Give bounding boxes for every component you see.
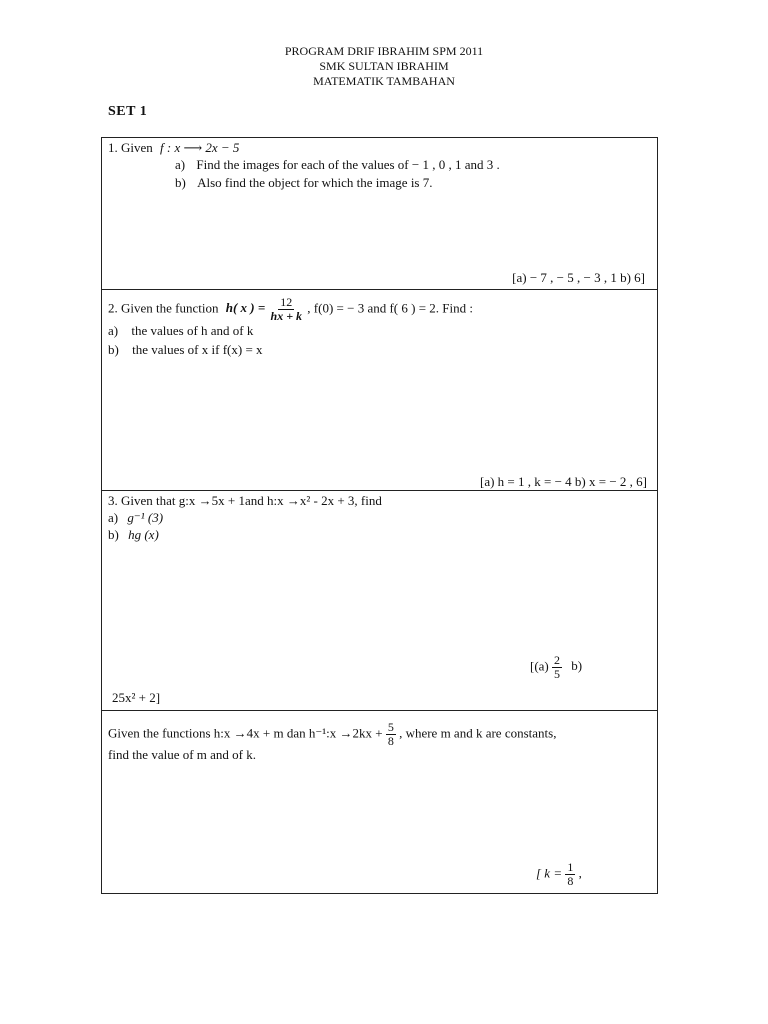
q3-b-label: b) <box>108 527 119 542</box>
q4-answer <box>536 861 582 888</box>
q1-a-label: a) <box>175 157 186 172</box>
q4-line-1-text: Given the functions h:x →4x + m dan h⁻¹:x →2kx + <box>108 725 383 741</box>
q1-intro <box>108 140 239 156</box>
q2-fraction-numerator: 12 <box>280 295 293 309</box>
q2-answer: [a) h = 1 , k = − 4 b) x = − 2 , 6] <box>480 474 647 489</box>
q2-function-lhs: h( x ) = <box>225 300 266 316</box>
q4-fraction-denominator: 8 <box>387 734 394 748</box>
q1-function: f : x ⟶ 2x − 5 <box>160 140 240 155</box>
q3-answer-numerator: 2 <box>554 653 561 667</box>
q3-answer-b: 25x² + 2] <box>112 690 161 705</box>
question-2-box <box>101 289 658 491</box>
q3-answer-prefix: [(a) <box>530 658 549 674</box>
q2-b-text: the values of x if f(x) = x <box>132 342 263 357</box>
q1-answer: [a) − 7 , − 5 , − 3 , 1 b) 6] <box>512 270 645 285</box>
q2-function-fraction <box>269 296 305 323</box>
header-line-1: PROGRAM DRIF IBRAHIM SPM 2011 <box>284 44 484 58</box>
q3-answer-fraction <box>552 654 562 681</box>
question-1-box <box>101 137 658 290</box>
q1-b-label: b) <box>175 175 186 190</box>
q4-answer-fraction <box>565 861 575 888</box>
q1-a-text: Find the images for each of the values of − 1 , 0 , 1 and 3 . <box>196 157 500 172</box>
header-line-3: MATEMATIK TAMBAHAN <box>313 74 455 88</box>
q3-a-text: g⁻¹ (3) <box>127 510 164 525</box>
header-line-2: SMK SULTAN IBRAHIM <box>319 59 449 73</box>
q4-answer-suffix: , <box>578 865 582 881</box>
q4-fraction <box>386 721 396 748</box>
q1-part-b <box>175 175 432 191</box>
q2-a-text: the values of h and of k <box>131 323 254 338</box>
q1-part-a <box>175 157 500 173</box>
q3-part-a <box>108 510 163 526</box>
q3-a-label: a) <box>108 510 119 525</box>
q4-answer-prefix: [ k = <box>536 865 563 881</box>
q2-part-a <box>108 323 253 339</box>
q3-answer-a <box>530 654 582 681</box>
q2-fraction-denominator: hx + k <box>270 309 303 323</box>
set-title: SET 1 <box>108 104 148 119</box>
q1-intro-text: 1. Given <box>108 140 153 155</box>
q4-line-2: find the value of m and of k. <box>108 747 257 762</box>
q2-intro <box>108 296 473 323</box>
q2-part-b <box>108 342 263 358</box>
q4-line-1 <box>108 721 556 748</box>
q2-conditions: , f(0) = − 3 and f( 6 ) = 2. Find : <box>307 300 473 316</box>
q3-part-b <box>108 527 159 543</box>
q2-a-label: a) <box>108 323 119 338</box>
q3-answer-b-label: b) <box>571 658 583 674</box>
q3-answer-denominator: 5 <box>554 667 561 681</box>
q4-fraction-numerator: 5 <box>387 720 394 734</box>
q4-answer-denominator: 8 <box>567 874 574 888</box>
q2-intro-text: 2. Given the function <box>108 300 219 316</box>
q2-b-label: b) <box>108 342 119 357</box>
q3-intro: 3. Given that g:x →5x + 1and h:x →x² - 2x + 3, find <box>108 493 382 508</box>
q4-line-1-tail: , where m and k are constants, <box>399 725 557 741</box>
question-4-box <box>101 710 658 894</box>
q4-answer-numerator: 1 <box>567 860 574 874</box>
q1-b-text: Also find the object for which the image is 7. <box>197 175 433 190</box>
q3-b-text: hg (x) <box>128 527 159 542</box>
question-3-box <box>101 490 658 711</box>
